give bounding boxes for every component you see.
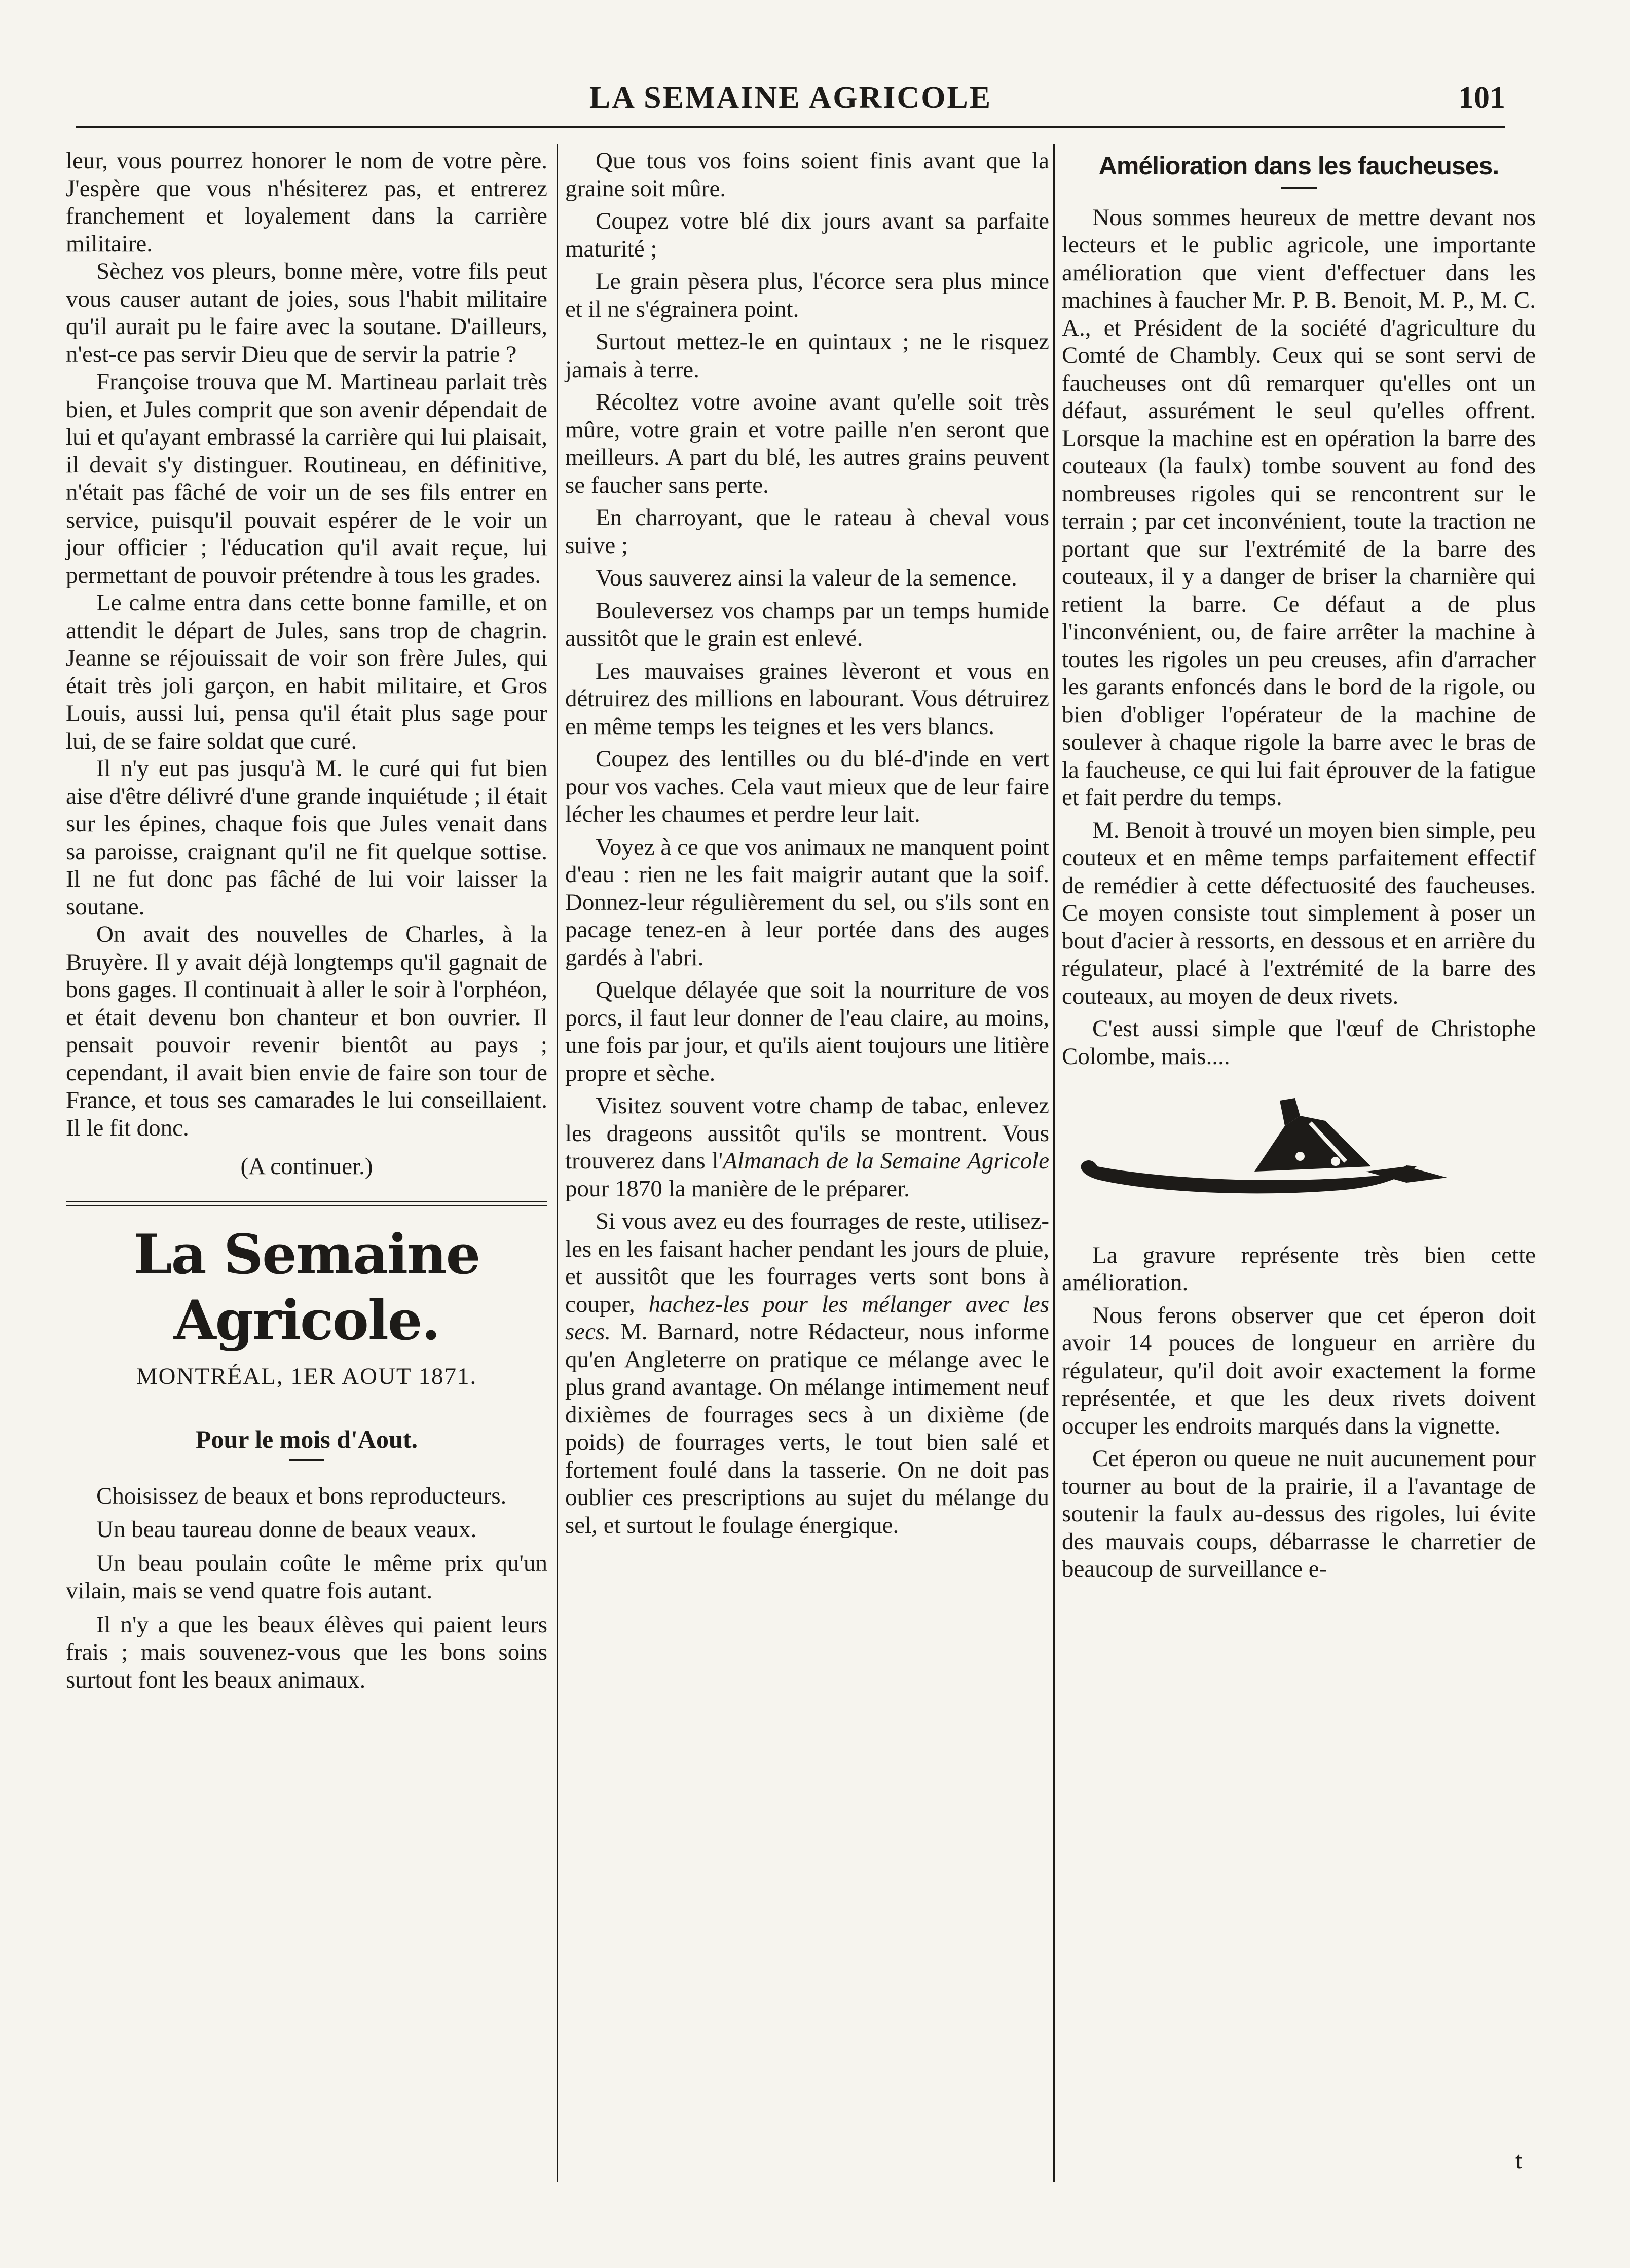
tabac-text: Visitez souvent votre champ de tabac, enlevez les drageons aussitôt qu'ils se montrent. Vous trouverez dans l': [565, 1092, 1049, 1174]
advice-paragraph: Le grain pèsera plus, l'écorce sera plus mince et il ne s'égrainera point.: [565, 268, 1049, 322]
column-2: [565, 147, 1049, 1544]
advice-paragraph: Les mauvaises graines lèveront et vous en détruirez des millions en labourant. Vous détruirez en même temps les teignes et les vers blancs.: [565, 657, 1049, 740]
advice-paragraph: Il n'y a que les beaux élèves qui paient leurs frais ; mais souvenez-vous que les bons soins surtout font les beaux animaux.: [66, 1611, 547, 1693]
continuation-letter: t: [1515, 2147, 1523, 2174]
story-paragraph: On avait des nouvelles de Charles, à la Bruyère. Il y avait déjà longtemps qu'il gagnait de bons gages. Il continuait à aller le soir à l'orphéon, et était devenu bon chanteur et bon ouvrier. Il pensait pouvoir revenir bientôt au pays ; cependant, il avait bien envie de faire son tour de France, et tous ses camarades le lui conseillaient. Il le fit donc.: [66, 921, 547, 1141]
article-paragraph: Nous ferons observer que cet éperon doit avoir 14 pouces de longueur en arrière du régulateur, qu'il doit avoir exactement la forme représentée, et que les deux rivets doivent occuper les endroits marqués dans la vignette.: [1062, 1302, 1536, 1439]
advice-paragraph: Récoltez votre avoine avant qu'elle soit très mûre, votre grain et votre paille n'en seront que meilleurs. A part du blé, les autres grains peuvent se faucher sans perte.: [565, 389, 1049, 498]
advice-paragraph: Un beau poulain coûte le même prix qu'un vilain, mais se vend quatre fois autant.: [66, 1550, 547, 1604]
title-dash: [1281, 187, 1317, 189]
advice-paragraph: Un beau taureau donne de beaux veaux.: [96, 1516, 477, 1543]
advice-paragraph: Que tous vos foins soient finis avant que la graine soit mûre.: [565, 148, 1049, 202]
journal-title: LA SEMAINE AGRICOLE: [589, 81, 992, 115]
almanach-title: Almanach de la Semaine Agricole: [723, 1148, 1050, 1174]
mower-spur-illustration: [1062, 1090, 1536, 1212]
advice-paragraph: Vous sauverez ainsi la valeur de la semence.: [596, 565, 1017, 591]
story-paragraph: Sèchez vos pleurs, bonne mère, votre fils peut vous causer autant de joies, sous l'habit militaire qu'il aurait pu le faire avec la soutane. D'ailleurs, n'est-ce pas servir Dieu que de servir la patrie ?: [66, 258, 547, 368]
article-paragraph: Cet éperon ou queue ne nuit aucunement pour tourner au bout de la prairie, il a l'avantage de soutenir la faulx au-dessus des rigoles, lui évite des mauvais coups, débarrasse le charretier de beaucoup de surveillance e-: [1062, 1445, 1536, 1582]
column-1: [66, 147, 547, 1694]
column-3: [1062, 147, 1536, 1588]
advice-paragraph: Choisissez de beaux et bons reproducteurs.: [96, 1482, 507, 1509]
advice-paragraph: Coupez des lentilles ou du blé-d'inde en vert pour vos vaches. Cela vaut mieux que de leur faire lécher les chaumes et perdre leur lait.: [565, 746, 1049, 827]
fourrage-text: Si vous avez eu des fourrages de reste, utilisez-les en les faisant hacher pendant les jours de pluie, et aussitôt que les fourrages verts sont bons à couper,: [565, 1208, 1049, 1318]
advice-paragraph: Bouleversez vos champs par un temps humide aussitôt que le grain est enlevé.: [565, 597, 1049, 651]
column-divider: [1053, 144, 1055, 2182]
title-dash: [289, 1459, 324, 1461]
to-be-continued: (A continuer.): [240, 1153, 373, 1180]
article-title: Amélioration dans les faucheuses.: [1098, 152, 1499, 180]
header-rule: [76, 126, 1505, 128]
masthead: La Semaine Agricole.: [133, 1222, 480, 1352]
advice-paragraph: Surtout mettez-le en quintaux ; ne le risquez jamais à terre.: [565, 328, 1049, 383]
story-paragraph: Françoise trouva que M. Martineau parlait très bien, et Jules comprit que son avenir dépendait de lui et qu'ayant embrassé la carrière qui lui plaisait, il devait s'y distinguer. Routineau, en définitive, n'était pas fâché de voir un de ses fils entrer en service, puisqu'il pouvait espérer de le voir un jour officier ; l'éducation qu'il avait reçue, lui permettant de pouvoir prétendre à tous les grades.: [66, 369, 547, 589]
column-divider: [557, 144, 558, 2182]
story-paragraph: leur, vous pourrez honorer le nom de votre père. J'espère que vous n'hésiterez pas, et entrerez franchement et loyalement dans la carrière militaire.: [66, 148, 547, 257]
page-number: 101: [1458, 81, 1505, 115]
article-paragraph: M. Benoit à trouvé un moyen bien simple, peu couteux et en même temps parfaitement effectif de remédier à cette défectuosité des faucheuses. Ce moyen consiste tout simplement à poser un bout d'acier à ressorts, en dessous et en arrière du régulateur, placé à l'extrémité de la barre des couteaux, au moyen de deux rivets.: [1062, 817, 1536, 1009]
fourrage-emphasis: hachez-les pour les mélanger avec les secs.: [565, 1291, 1049, 1345]
advice-paragraph: Coupez votre blé dix jours avant sa parfaite maturité ;: [565, 208, 1049, 262]
tabac-paragraph: [565, 1092, 1049, 1202]
tabac-text: pour 1870 la manière de le préparer.: [565, 1175, 910, 1202]
page-header: [76, 75, 1505, 131]
article-paragraph: Nous sommes heureux de mettre devant nos lecteurs et le public agricole, une importante amélioration que vient d'effectuer dans les machines à faucher Mr. P. B. Benoit, M. P., M. C. A., et Président de la société d'agriculture du Comté de Chambly. Ceux qui se sont servi de faucheuses ont dû remarquer qu'elles ont un défaut, assurément le seul qu'elles offrent. Lorsque la machine est en opération la barre des couteaux (la faulx) tombe souvent au fond des nombreuses rigoles qui se rencontrent sur le terrain ; par cet inconvénient, toute la traction ne portant que sur l'extrémité de la barre des couteaux, il y a danger de briser la charnière qui retient la barre. Ce défaut a de plus l'inconvénient, ou, de faire arrêter la machine à toutes les rigoles un peu creuses, afin d'arracher les garants enfoncés dans le bord de la rigole, ou bien d'obliger l'opérateur de la machine de soulever à chaque rigole la barre avec le bras de la faucheuse, ce qui lui fait éprouver de la fatigue et fait perdre du temps.: [1062, 204, 1536, 811]
section-rule: [66, 1201, 547, 1206]
story-paragraph: Le calme entra dans cette bonne famille, et on attendit le départ de Jules, sans trop de chagrin. Jeanne se réjouissait de voir son frère Jules, qui était très joli garçon, en habit militaire, et Gros Louis, aussi lui, pensa qu'il était plus sage pour lui, de se faire soldat que curé.: [66, 590, 547, 754]
advice-paragraph: Voyez à ce que vos animaux ne manquent point d'eau : rien ne les fait maigrir autant que la soif. Donnez-leur régulièrement du sel, ou s'ils sont en pacage tenez-en à leur portée dans des auges gardés à l'abri.: [565, 833, 1049, 971]
section-title: Pour le mois d'Aout.: [196, 1425, 418, 1453]
fourrage-text: M. Barnard, notre Rédacteur, nous informe qu'en Angleterre on pratique ce mélange avec le plus grand avantage. On mélange intimement neuf dixièmes de fourrages secs à un dixième (de poids) de fourrages verts, le tout bien salé et fortement foulé dans la tasserie. On ne doit pas oublier ces prescriptions au sujet du mélange du sel, et surtout le foulage énergique.: [565, 1319, 1049, 1539]
dateline: MONTRÉAL, 1ER AOUT 1871.: [136, 1363, 477, 1389]
advice-paragraph: En charroyant, que le rateau à cheval vous suive ;: [565, 504, 1049, 559]
article-paragraph: La gravure représente très bien cette amélioration.: [1062, 1241, 1536, 1296]
story-paragraph: Il n'y eut pas jusqu'à M. le curé qui fut bien aise d'être délivré d'une grande inquiétude ; il était sur les épines, chaque fois que Jules venait dans sa paroisse, craignant qu'il ne fit quelque sottise. Il ne fut donc pas fâché de lui voir laisser la soutane.: [66, 755, 547, 920]
article-paragraph: C'est aussi simple que l'œuf de Christophe Colombe, mais....: [1062, 1015, 1536, 1070]
fourrage-paragraph: [565, 1208, 1049, 1539]
advice-paragraph: Quelque délayée que soit la nourriture de vos porcs, il faut leur donner de l'eau claire, au moins, une fois par jour, et qu'ils aient toujours une litière propre et sèche.: [565, 977, 1049, 1086]
